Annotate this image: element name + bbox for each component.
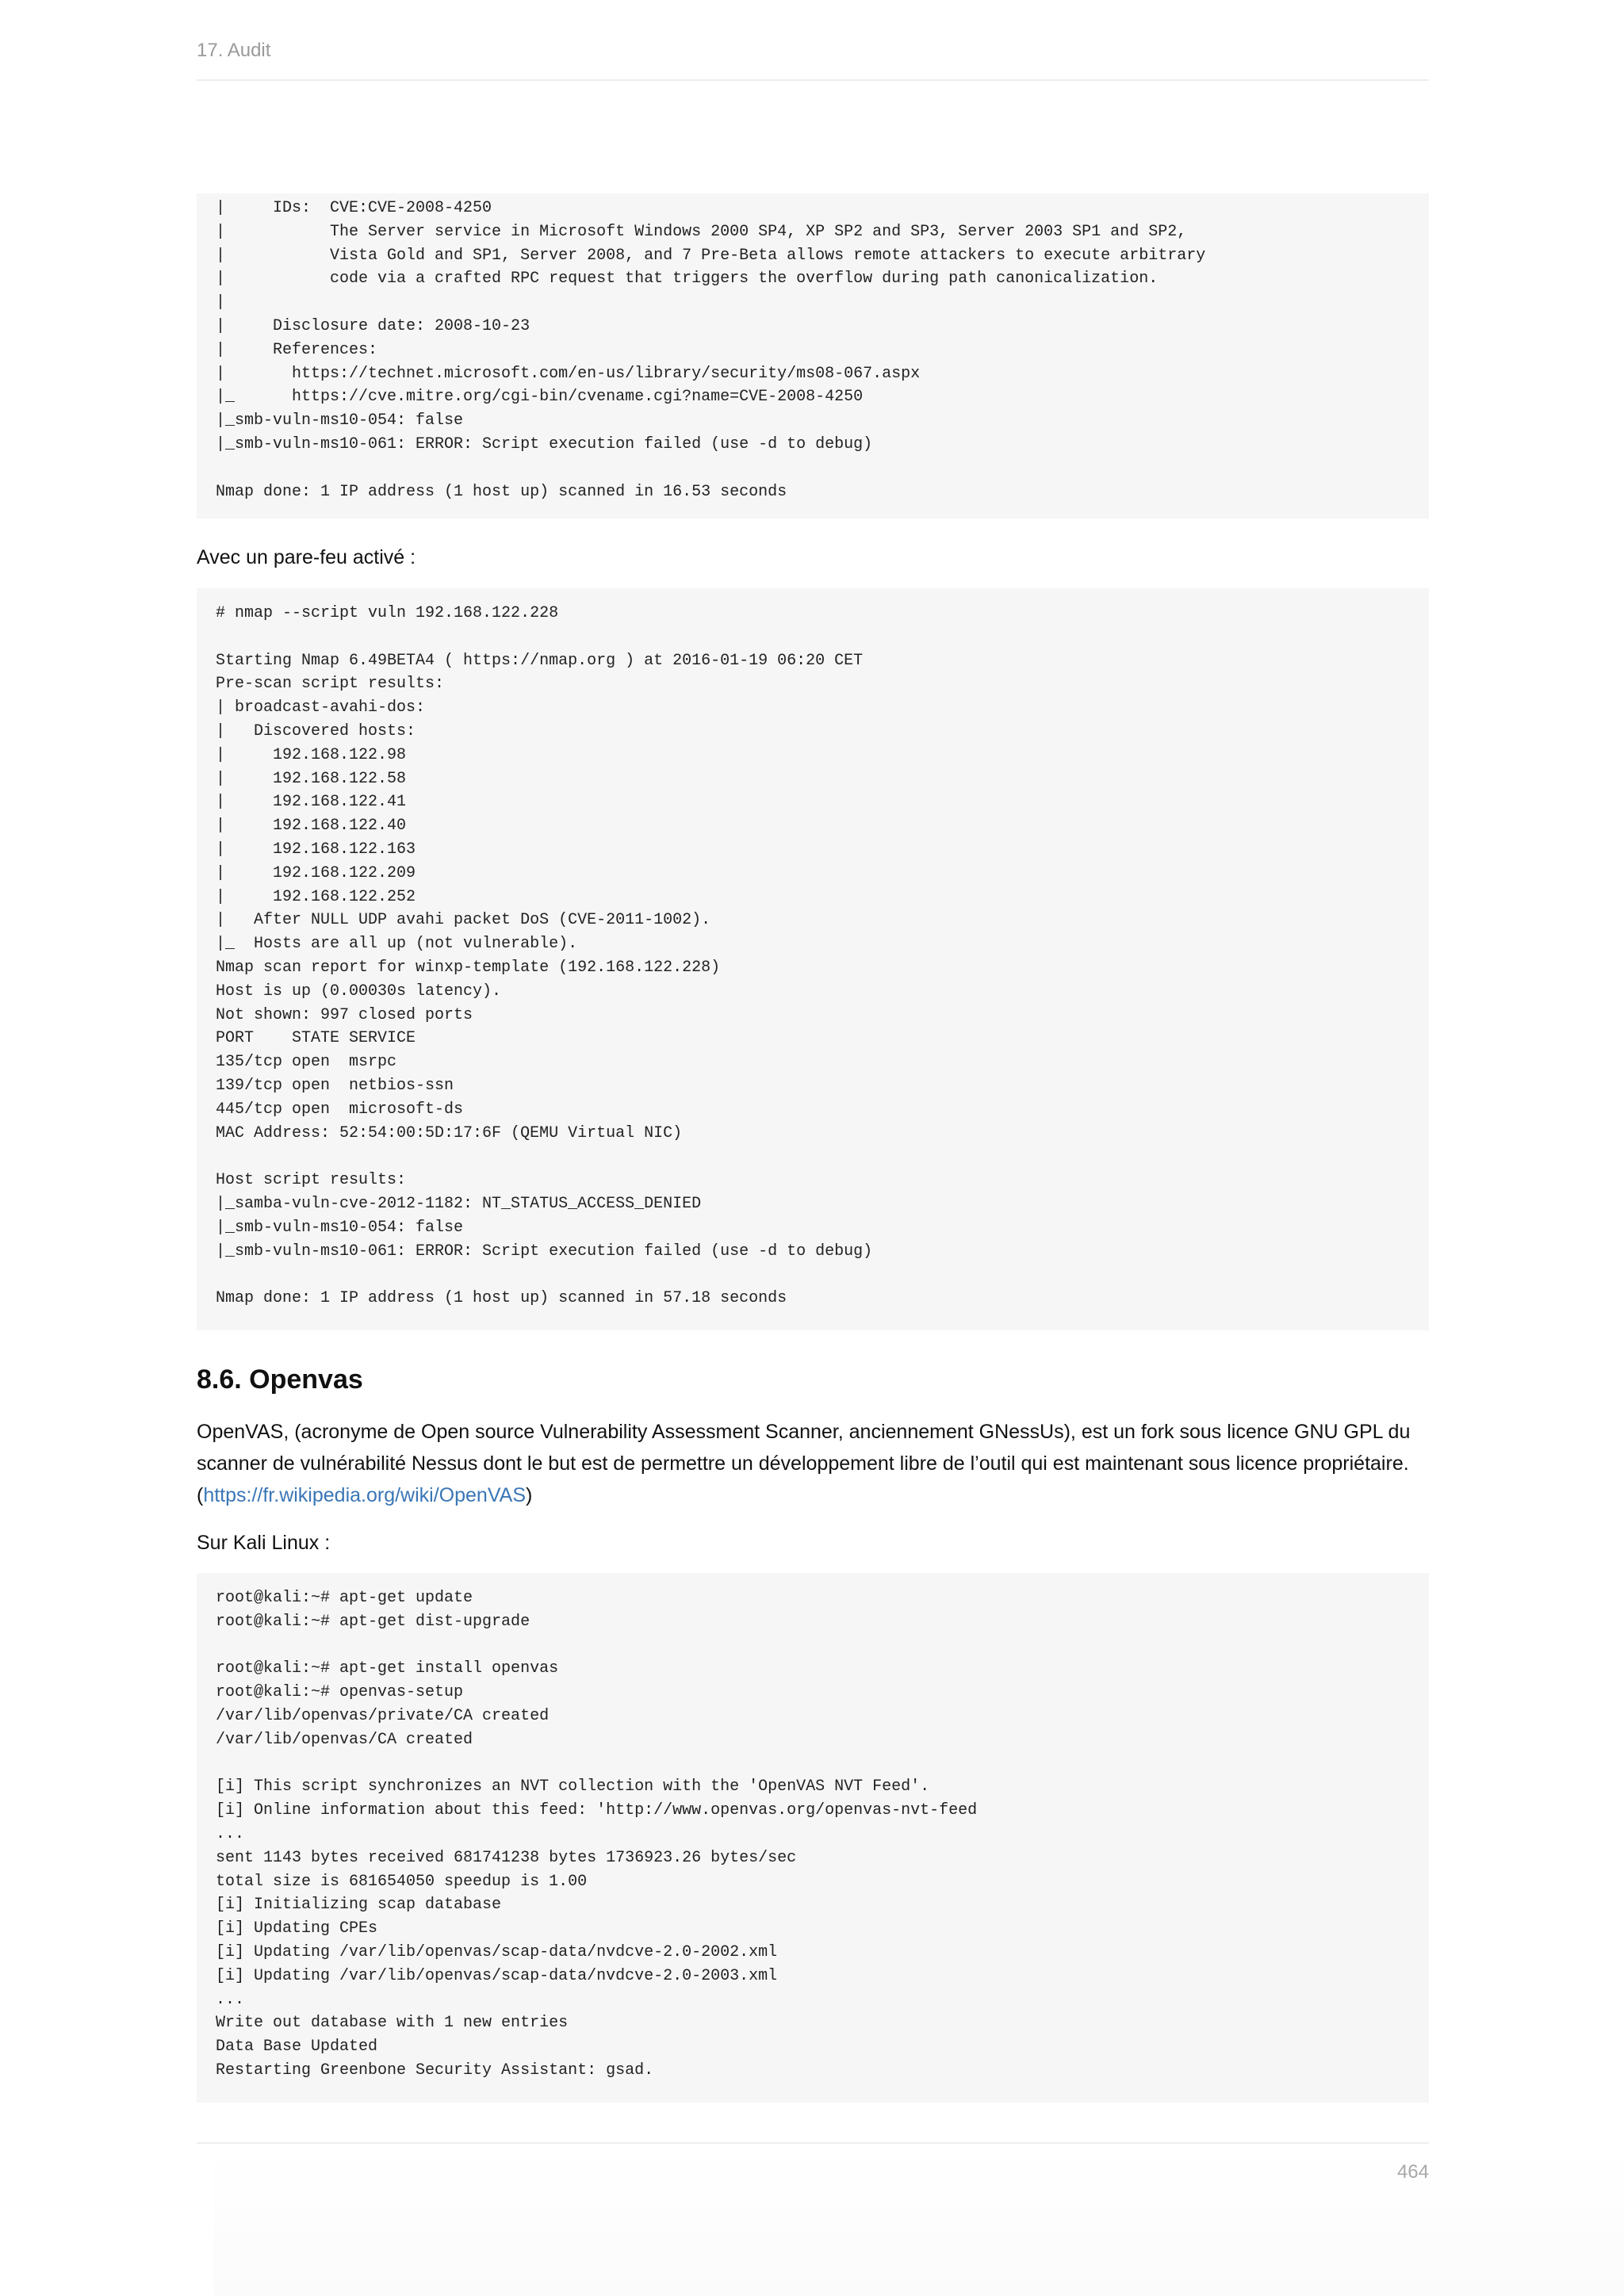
page-number: 464 — [1396, 2161, 1429, 2183]
firewall-intro-text: Avec un pare-feu activé : — [197, 546, 416, 568]
code-text: root@kali:~# apt-get update root@kali:~# apt-get dist-upgrade root@kali:~# apt-get install openvas root@kali:~# openvas-setup /var/lib/openvas/private/CA created /var/lib/openvas/CA created [i] This script synchronizes an NVT collection with the 'OpenVAS NVT Feed'. [i] Online information about this feed: 'http://www.openvas.org/openvas-nvt-feed ... sent 1143 bytes received 681741238 bytes 1736923.26 bytes/sec total size is 681654050 speedup is 1.00 [i] Initializing scap database [i] Updating CPEs [i] Updating /var/lib/openvas/scap-data/nvdcve-2.0-2002.xml [i] Updating /var/lib/openvas/scap-data/nvdcve-2.0-2003.xml ... Write out database with 1 new entries Data Base Updated Restarting Greenbone Security Assistant: gsad. — [216, 1589, 978, 2080]
kali-intro-text: Sur Kali Linux : — [197, 1532, 331, 1554]
paren-open: ( — [197, 1484, 204, 1506]
page-footer — [197, 2142, 1429, 2183]
openvas-description-text: OpenVAS, (acronyme de Open source Vulnerability Assessment Scanner, anciennement GNessUs), est un fork sous licence GNU GPL du scanner de vulnérabilité Nessus dont le but est de permettre un développement libre de l’outil qui est maintenant sous licence propriétaire. — [197, 1421, 1411, 1475]
code-block-vuln-scan-end — [197, 193, 1429, 519]
code-text: | IDs: CVE:CVE-2008-4250 | The Server service in Microsoft Windows 2000 SP4, XP SP2 and SP3, Server 2003 SP1 and SP2, | Vista Gold and SP1, Server 2008, and 7 Pre-Beta allows remote attackers to execute arbitrary | code via a crafted RPC request that triggers the overflow during path canonicalization. | | Disclosure date: 2008-10-23 | References: | https://technet.microsoft.com/en-us/library/security/ms08-067.aspx |_ https://cve.mitre.org/cgi-bin/cvename.cgi?name=CVE-2008-4250 |_smb-vuln-ms10-054: false |_smb-vuln-ms10-061: ERROR: Script execution failed (use -d to debug) Nmap done: 1 IP address (1 host up) scanned in 16.53 seconds — [216, 199, 1206, 501]
paren-close: ) — [526, 1484, 533, 1506]
code-block-firewall-scan — [197, 588, 1429, 1330]
wikipedia-link[interactable]: https://fr.wikipedia.org/wiki/OpenVAS — [203, 1484, 526, 1506]
code-block-kali-install — [197, 1573, 1429, 2103]
page-header — [197, 35, 1429, 81]
code-text: # nmap --script vuln 192.168.122.228 Starting Nmap 6.49BETA4 ( https://nmap.org ) at 2016-01-19 06:20 CET Pre-scan script results: | broadcast-avahi-dos: | Discovered hosts: | 192.168.122.98 | 192.168.122.58 | 192.168.122.41 | 192.168.122.40 | 192.168.122.163 | 192.168.122.209 | 192.168.122.252 | After NULL UDP avahi packet DoS (CVE-2011-1002). |_ Hosts are all up (not vulnerable). Nmap scan report for winxp-template (192.168.122.228) Host is up (0.00030s latency). Not shown: 997 closed ports PORT STATE SERVICE 135/tcp open msrpc 139/tcp open netbios-ssn 445/tcp open microsoft-ds MAC Address: 52:54:00:5D:17:6F (QEMU Virtual NIC) Host script results: |_samba-vuln-cve-2012-1182: NT_STATUS_ACCESS_DENIED |_smb-vuln-ms10-054: false |_smb-vuln-ms10-061: ERROR: Script execution failed (use -d to debug) Nmap done: 1 IP address (1 host up) scanned in 57.18 seconds — [216, 604, 873, 1308]
section-heading: 8.6. Openvas — [197, 1364, 363, 1395]
chapter-title: 17. Audit — [197, 40, 271, 61]
openvas-description — [197, 1416, 1429, 1511]
